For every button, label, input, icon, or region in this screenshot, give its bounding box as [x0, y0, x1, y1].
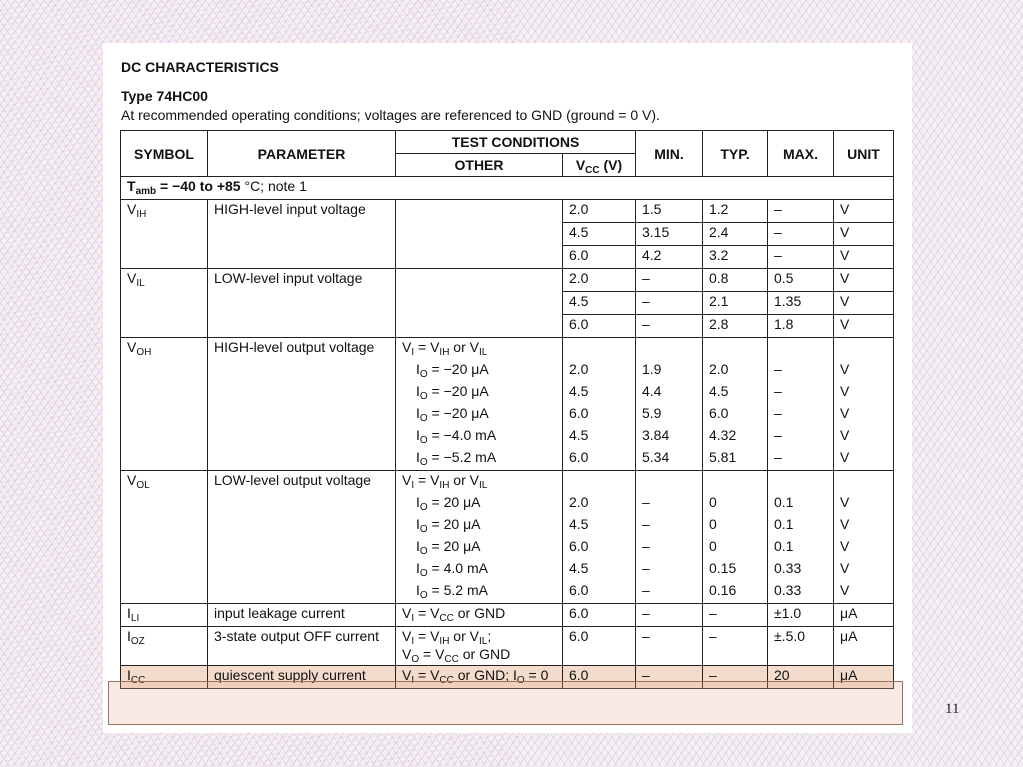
- parameter-cell: LOW-level output voltage: [208, 471, 396, 604]
- symbol-cell: $V_{IH}$: [121, 200, 208, 269]
- unit-cell: V: [834, 269, 894, 292]
- min-cell: –: [636, 515, 703, 537]
- max-cell: [768, 338, 834, 361]
- vcc-cell: 4.5: [563, 292, 636, 315]
- table-row: [121, 269, 894, 292]
- min-cell: –: [636, 559, 703, 581]
- unit-cell: V: [834, 382, 894, 404]
- max-cell: 0.1: [768, 537, 834, 559]
- table-row: [121, 338, 894, 361]
- max-cell: –: [768, 382, 834, 404]
- doc-description: At recommended operating conditions; voltages are referenced to GND (ground = 0 V).: [121, 107, 660, 123]
- unit-cell: V: [834, 493, 894, 515]
- table-row: [121, 200, 894, 223]
- min-cell: 5.34: [636, 448, 703, 471]
- col-header-min: MIN.: [636, 131, 703, 177]
- table-row: [121, 604, 894, 627]
- min-cell: 1.5: [636, 200, 703, 223]
- vcc-cell: 4.5: [563, 223, 636, 246]
- typ-cell: 0.15: [703, 559, 768, 581]
- vcc-cell: 4.5: [563, 515, 636, 537]
- min-cell: –: [636, 604, 703, 627]
- vcc-cell: 2.0: [563, 269, 636, 292]
- min-cell: –: [636, 493, 703, 515]
- temperature-row: [121, 177, 894, 200]
- typ-cell: 0.16: [703, 581, 768, 604]
- min-cell: –: [636, 666, 703, 689]
- unit-cell: V: [834, 448, 894, 471]
- max-cell: ±1.0: [768, 604, 834, 627]
- col-header-unit: UNIT: [834, 131, 894, 177]
- vcc-cell: 2.0: [563, 493, 636, 515]
- typ-cell: 4.5: [703, 382, 768, 404]
- max-cell: –: [768, 360, 834, 382]
- typ-cell: 2.1: [703, 292, 768, 315]
- min-cell: 4.2: [636, 246, 703, 269]
- condition-cell: $I_O = -4.0$ mA: [396, 426, 563, 448]
- typ-cell: [703, 338, 768, 361]
- parameter-cell: HIGH-level input voltage: [208, 200, 396, 269]
- col-header-max: MAX.: [768, 131, 834, 177]
- unit-cell: μA: [834, 604, 894, 627]
- vcc-cell: 6.0: [563, 315, 636, 338]
- max-cell: –: [768, 200, 834, 223]
- max-cell: [768, 471, 834, 494]
- max-cell: –: [768, 223, 834, 246]
- unit-cell: V: [834, 200, 894, 223]
- vcc-cell: 6.0: [563, 627, 636, 666]
- col-header-vcc: $V_{CC}$ (V): [563, 154, 636, 177]
- min-cell: –: [636, 581, 703, 604]
- condition-cell: $I_O = -5.2$ mA: [396, 448, 563, 471]
- unit-cell: V: [834, 292, 894, 315]
- header-row: [121, 131, 894, 154]
- max-cell: 0.33: [768, 559, 834, 581]
- unit-cell: V: [834, 360, 894, 382]
- unit-cell: V: [834, 537, 894, 559]
- min-cell: 5.9: [636, 404, 703, 426]
- doc-title: DC CHARACTERISTICS: [121, 59, 279, 75]
- condition-cell: $I_O = 20$ μA: [396, 537, 563, 559]
- min-cell: –: [636, 315, 703, 338]
- vcc-cell: 6.0: [563, 666, 636, 689]
- symbol-cell: $V_{OH}$: [121, 338, 208, 471]
- parameter-cell: 3-state output OFF current: [208, 627, 396, 666]
- unit-cell: μA: [834, 627, 894, 666]
- condition-cell: $I_O = -20$ μA: [396, 404, 563, 426]
- min-cell: 4.4: [636, 382, 703, 404]
- temperature-condition: $T_{amb} = -40$ to +85 °C; note 1: [121, 177, 894, 200]
- max-cell: ±.5.0: [768, 627, 834, 666]
- typ-cell: 0: [703, 493, 768, 515]
- min-cell: 3.15: [636, 223, 703, 246]
- max-cell: –: [768, 246, 834, 269]
- condition-cell: $V_I = V_{IH}$ or $V_{IL}$; $V_O = V_{CC}$ or GND: [396, 627, 563, 666]
- min-cell: –: [636, 292, 703, 315]
- max-cell: 0.1: [768, 515, 834, 537]
- table-row: [121, 471, 894, 494]
- symbol-cell: $I_{OZ}$: [121, 627, 208, 666]
- vcc-cell: [563, 338, 636, 361]
- dc-characteristics-table: [120, 130, 894, 689]
- min-cell: 3.84: [636, 426, 703, 448]
- vcc-cell: 2.0: [563, 360, 636, 382]
- typ-cell: –: [703, 666, 768, 689]
- condition-cell: $I_O = 20$ μA: [396, 493, 563, 515]
- parameter-cell: quiescent supply current: [208, 666, 396, 689]
- typ-cell: 2.4: [703, 223, 768, 246]
- parameter-cell: LOW-level input voltage: [208, 269, 396, 338]
- unit-cell: V: [834, 404, 894, 426]
- vcc-cell: 6.0: [563, 404, 636, 426]
- typ-cell: 0.8: [703, 269, 768, 292]
- symbol-cell: $I_{LI}$: [121, 604, 208, 627]
- min-cell: [636, 471, 703, 494]
- condition-cell: $V_I = V_{CC}$ or GND: [396, 604, 563, 627]
- min-cell: [636, 338, 703, 361]
- condition-cell: $I_O = -20$ μA: [396, 382, 563, 404]
- typ-cell: 5.81: [703, 448, 768, 471]
- vcc-cell: 4.5: [563, 382, 636, 404]
- vcc-cell: [563, 471, 636, 494]
- vcc-cell: 6.0: [563, 448, 636, 471]
- symbol-cell: $V_{IL}$: [121, 269, 208, 338]
- condition-cell: $V_I = V_{IH}$ or $V_{IL}$: [396, 471, 563, 494]
- vcc-cell: 4.5: [563, 559, 636, 581]
- unit-cell: V: [834, 246, 894, 269]
- unit-cell: μA: [834, 666, 894, 689]
- max-cell: 20: [768, 666, 834, 689]
- condition-cell: $V_I = V_{CC}$ or GND; $I_O = 0$: [396, 666, 563, 689]
- condition-cell: $I_O = 20$ μA: [396, 515, 563, 537]
- condition-cell: $I_O = -20$ μA: [396, 360, 563, 382]
- typ-cell: [703, 471, 768, 494]
- max-cell: –: [768, 448, 834, 471]
- typ-cell: 1.2: [703, 200, 768, 223]
- max-cell: 0.1: [768, 493, 834, 515]
- min-cell: 1.9: [636, 360, 703, 382]
- condition-cell: [396, 200, 563, 269]
- max-cell: 0.5: [768, 269, 834, 292]
- typ-cell: 0: [703, 515, 768, 537]
- vcc-cell: 6.0: [563, 246, 636, 269]
- typ-cell: 6.0: [703, 404, 768, 426]
- max-cell: –: [768, 426, 834, 448]
- typ-cell: –: [703, 627, 768, 666]
- typ-cell: 4.32: [703, 426, 768, 448]
- parameter-cell: HIGH-level output voltage: [208, 338, 396, 471]
- vcc-cell: 6.0: [563, 537, 636, 559]
- unit-cell: V: [834, 515, 894, 537]
- typ-cell: 2.0: [703, 360, 768, 382]
- max-cell: –: [768, 404, 834, 426]
- condition-cell: $V_I = V_{IH}$ or $V_{IL}$: [396, 338, 563, 361]
- col-header-test-conditions: TEST CONDITIONS: [396, 131, 636, 154]
- unit-cell: V: [834, 581, 894, 604]
- typ-cell: 2.8: [703, 315, 768, 338]
- max-cell: 1.8: [768, 315, 834, 338]
- col-header-typ: TYP.: [703, 131, 768, 177]
- vcc-cell: 4.5: [563, 426, 636, 448]
- unit-cell: V: [834, 559, 894, 581]
- symbol-cell: $I_{CC}$: [121, 666, 208, 689]
- parameter-cell: input leakage current: [208, 604, 396, 627]
- col-header-other: OTHER: [396, 154, 563, 177]
- symbol-cell: $V_{OL}$: [121, 471, 208, 604]
- typ-cell: 0: [703, 537, 768, 559]
- vcc-cell: 2.0: [563, 200, 636, 223]
- min-cell: –: [636, 627, 703, 666]
- typ-cell: 3.2: [703, 246, 768, 269]
- table-row: [121, 627, 894, 666]
- unit-cell: V: [834, 223, 894, 246]
- unit-cell: V: [834, 426, 894, 448]
- min-cell: –: [636, 537, 703, 559]
- max-cell: 0.33: [768, 581, 834, 604]
- slide-number: 11: [945, 701, 960, 717]
- vcc-cell: 6.0: [563, 604, 636, 627]
- typ-cell: –: [703, 604, 768, 627]
- condition-cell: $I_O = 5.2$ mA: [396, 581, 563, 604]
- min-cell: –: [636, 269, 703, 292]
- condition-cell: $I_O = 4.0$ mA: [396, 559, 563, 581]
- table-row-highlighted: [121, 666, 894, 689]
- col-header-parameter: PARAMETER: [208, 131, 396, 177]
- col-header-symbol: SYMBOL: [121, 131, 208, 177]
- unit-cell: V: [834, 315, 894, 338]
- condition-cell: [396, 269, 563, 338]
- max-cell: 1.35: [768, 292, 834, 315]
- doc-type: Type 74HC00: [121, 88, 208, 104]
- unit-cell: [834, 471, 894, 494]
- unit-cell: [834, 338, 894, 361]
- vcc-cell: 6.0: [563, 581, 636, 604]
